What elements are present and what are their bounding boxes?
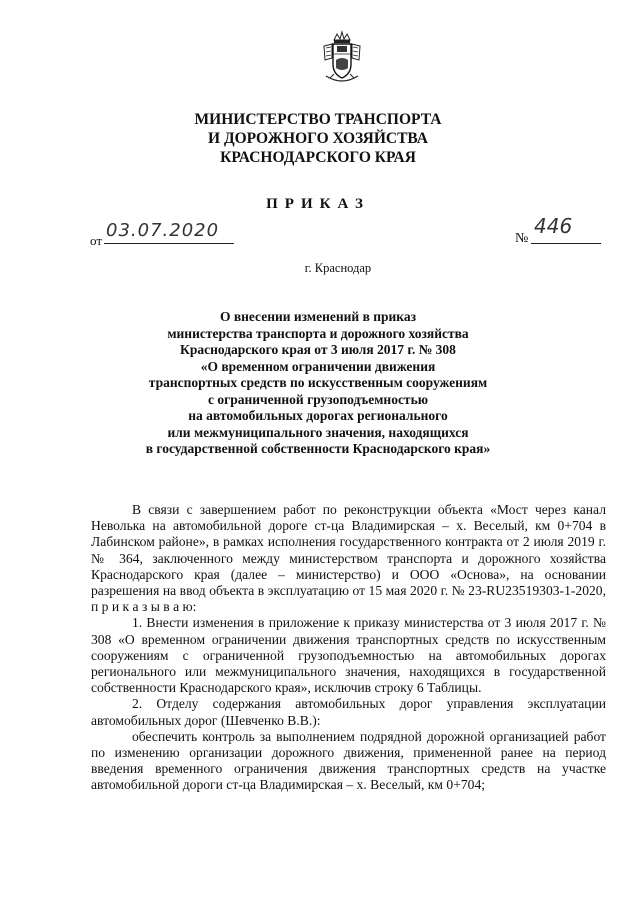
- handwritten-date: 03.07.2020: [106, 220, 220, 241]
- coat-of-arms-emblem: [320, 30, 364, 86]
- subject-line: с ограниченной грузоподъемностью: [207, 391, 429, 407]
- ministry-name-line: МИНИСТЕРСТВО ТРАНСПОРТА: [194, 111, 442, 128]
- number-prefix: №: [515, 231, 529, 246]
- number-underline: [531, 243, 601, 244]
- order-subject: [0, 309, 636, 458]
- ministry-name-line: КРАСНОДАРСКОГО КРАЯ: [220, 149, 416, 166]
- handwritten-order-number: 446: [534, 214, 573, 238]
- subject-line: или межмуниципального значения, находящихся: [167, 424, 469, 440]
- subject-line: транспортных средств по искусственным сооружениям: [148, 375, 488, 390]
- body-paragraph: 1. Внести изменения в приложение к приказу министерства от 3 июля 2017 г. № 308 «О временном ограничении движения транспортных средств по искусственным сооружениям с ограниченной грузоподъемностью на автомобильных дорогах регионального или межмуниципального значения, находящихся в государственной собственности Краснодарского края», исключив строку 6 Таблицы.: [91, 615, 606, 696]
- order-title: ПРИКАЗ: [266, 196, 370, 212]
- subject-line: в государственной собственности Краснодарского края»: [145, 441, 491, 456]
- subject-line: Краснодарского края от 3 июля 2017 г. № 308: [180, 342, 456, 357]
- subject-line: О внесении изменений в приказ: [219, 309, 417, 324]
- ministry-name: [0, 110, 636, 167]
- ministry-name-line: И ДОРОЖНОГО ХОЗЯЙСТВА: [208, 130, 428, 147]
- subject-line: на автомобильных дорогах регионального: [188, 408, 448, 423]
- body-paragraph: 2. Отделу содержания автомобильных дорог управления эксплуатации автомобильных дорог (Шевченко В.В.):: [91, 696, 606, 728]
- subject-line: «О временном ограничении движения: [200, 358, 436, 374]
- subject-line: министерства транспорта и дорожного хозяйства: [167, 325, 469, 341]
- body-paragraph: В связи с завершением работ по реконструкции объекта «Мост через канал Неволька на автомобильной дороге ст-ца Владимирская – х. Веселый, км 0+704 в Лабинском районе», в рамках исполнения государственного контракта от 2 июля 2019 г. № 364, заключенного между министерством транспорта и дорожного хозяйства Краснодарского края (далее – министерство) и ООО «Основа», на основании разрешения на ввод объекта в эксплуатацию от 15 мая 2020 г. № 23-RU23519303-1-2020, п р и к а з ы в а ю:: [91, 502, 606, 615]
- body-paragraph: обеспечить контроль за выполнением подрядной дорожной организацией работ по изменению организации дорожного движения, примененной ранее на период введения временного ограничения движения транспортных средств на участке автомобильной дороги ст-ца Владимирская – х. Веселый, км 0+704;: [91, 728, 606, 793]
- date-prefix: от: [90, 233, 103, 248]
- city-label: г. Краснодар: [304, 261, 372, 275]
- date-underline: [104, 243, 234, 244]
- order-body: [91, 502, 606, 794]
